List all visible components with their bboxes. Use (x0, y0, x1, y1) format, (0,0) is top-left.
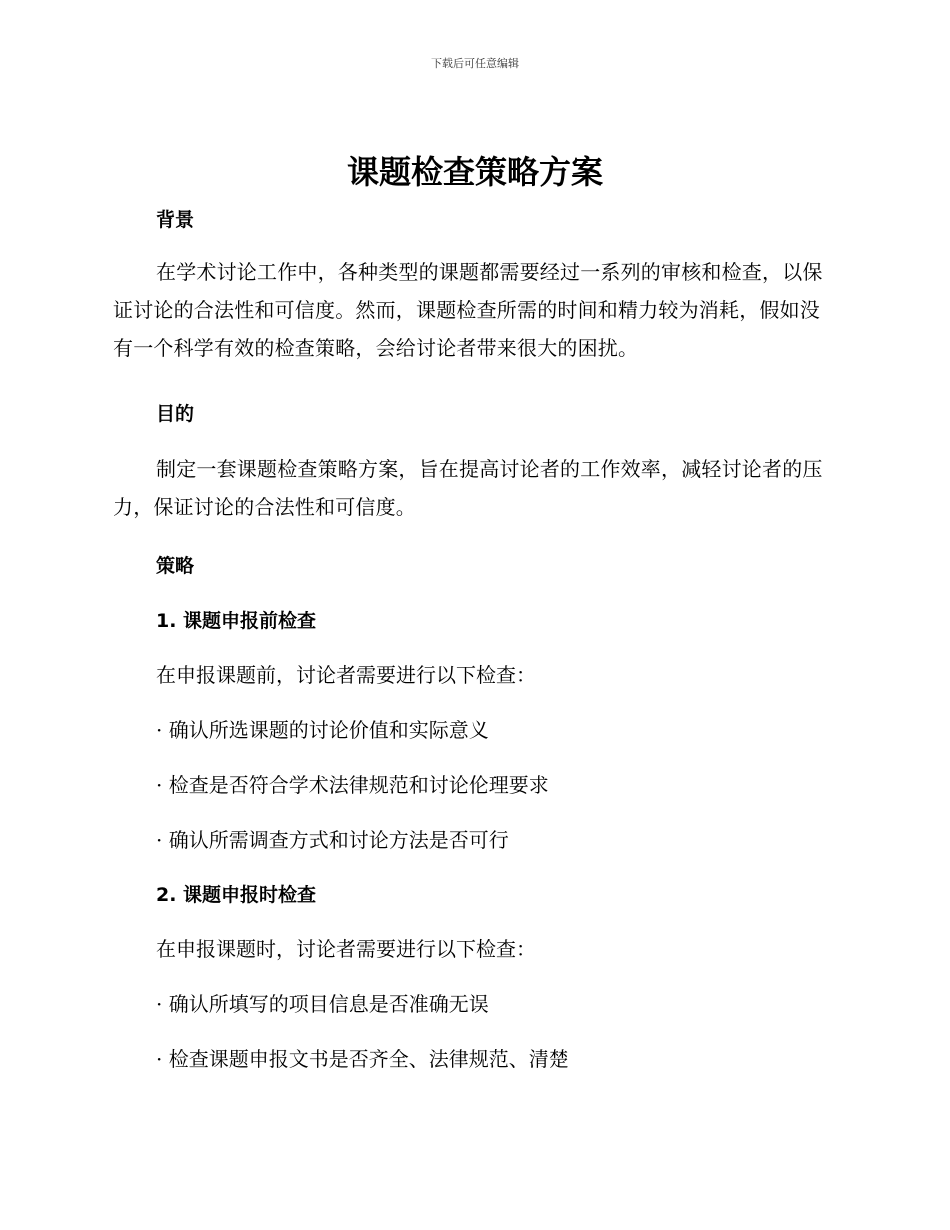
strategy-heading: 策略 (156, 555, 195, 577)
list-item: · 检查课题申报文书是否齐全、法律规范、清楚 (156, 1047, 569, 1071)
background-paragraph: 在学术讨论工作中，各种类型的课题都需要经过一系列的审核和检查，以保证讨论的合法性和可信度。然而，课题检查所需的时间和精力较为消耗，假如没有一个科学有效的检查策略，会给讨论者带来很大的困扰。 (113, 260, 823, 360)
purpose-section (113, 400, 838, 428)
background-section (113, 206, 838, 234)
page-header-note: 下载后可任意编辑 (431, 57, 519, 70)
step2-heading: 2. 课题申报时检查 (156, 884, 317, 906)
step2-intro: 在申报课题时，讨论者需要进行以下检查： (156, 937, 536, 961)
step1-intro: 在申报课题前，讨论者需要进行以下检查： (156, 663, 536, 687)
document-title: 课题检查策略方案 (346, 153, 603, 191)
purpose-heading: 目的 (156, 403, 195, 425)
background-heading: 背景 (156, 209, 195, 231)
list-item: · 确认所需调查方式和讨论方法是否可行 (156, 828, 509, 852)
purpose-paragraph: 制定一套课题检查策略方案，旨在提高讨论者的工作效率，减轻讨论者的压力，保证讨论的合法性和可信度。 (113, 457, 823, 519)
purpose-paragraph-wrap (113, 450, 838, 526)
step1-heading: 1. 课题申报前检查 (156, 610, 317, 632)
list-item: · 确认所填写的项目信息是否准确无误 (156, 992, 489, 1016)
list-item: · 检查是否符合学术法律规范和讨论伦理要求 (156, 773, 549, 797)
step1-section (113, 607, 838, 635)
strategy-section (113, 552, 838, 580)
step2-section (113, 881, 838, 909)
list-item: · 确认所选课题的讨论价值和实际意义 (156, 718, 489, 742)
background-paragraph-wrap (113, 253, 838, 367)
